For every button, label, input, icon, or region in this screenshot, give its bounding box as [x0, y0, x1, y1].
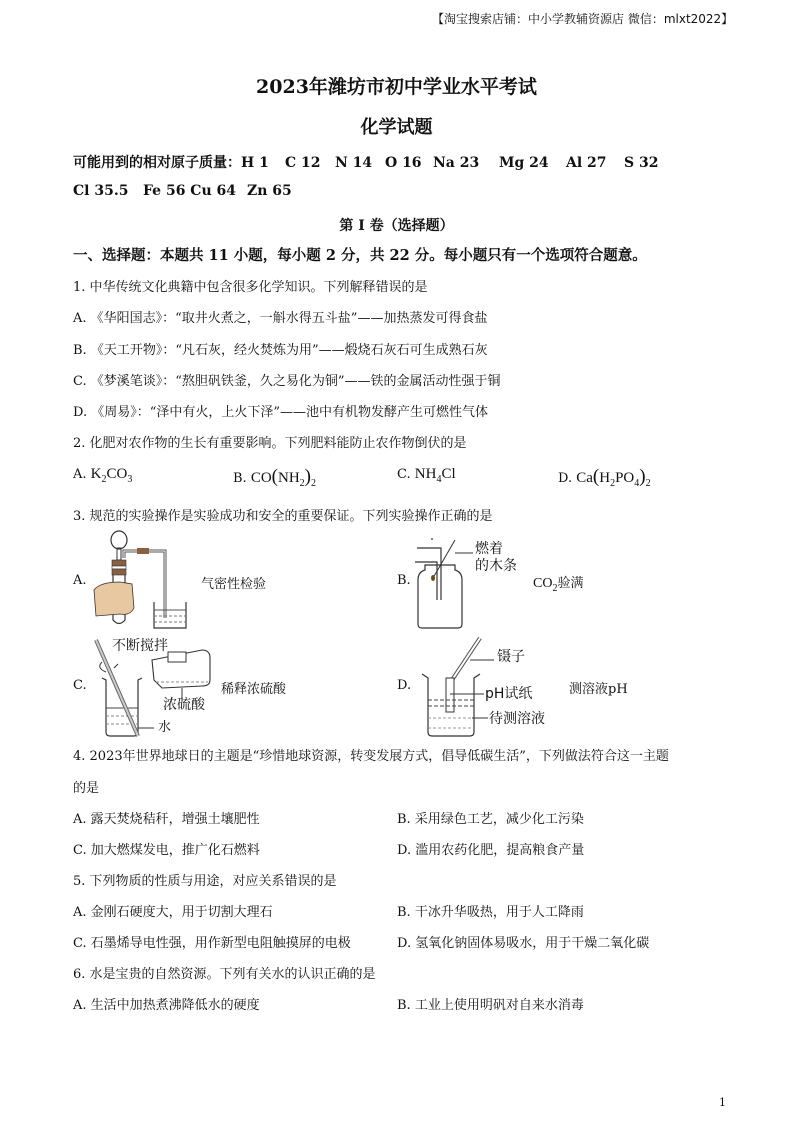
mass-s: S 32 — [624, 155, 659, 171]
atomic-masses-label: 可能用到的相对原子质量： — [73, 155, 241, 171]
mass-mg: Mg 24 — [499, 155, 549, 171]
question-2-option-d — [558, 466, 651, 489]
question-3-option-d-letter: D. — [397, 678, 412, 693]
atomic-masses-line-2 — [73, 183, 292, 199]
question-3-option-d-caption: 测溶液pH — [569, 682, 628, 697]
question-5-option-a: A. 金刚石硬度大，用于切割大理石 — [73, 905, 273, 920]
page-number: 1 — [719, 1096, 726, 1109]
question-1-stem: 1. 中华传统文化典籍中包含很多化学知识。下列解释错误的是 — [73, 280, 428, 295]
atomic-masses-line-1 — [73, 152, 658, 172]
option-letter: A. — [73, 467, 87, 482]
question-3-option-b-caption: $CO_2$验满 — [533, 576, 584, 594]
question-3-option-a-caption: 气密性检验 — [201, 577, 267, 592]
option-letter: B. — [233, 471, 247, 486]
question-6-option-a: A. 生活中加热煮沸降低水的硬度 — [73, 998, 260, 1013]
question-3-option-b-letter: B. — [397, 573, 411, 588]
mass-na: Na 23 — [433, 155, 480, 171]
question-2-stem: 2. 化肥对农作物的生长有重要影响。下列肥料能防止农作物倒伏的是 — [73, 436, 467, 451]
mass-fe-cu: Fe 56 Cu 64 — [143, 183, 236, 199]
ph-paper-label: pH试纸 — [485, 686, 533, 702]
option-letter: D. — [558, 471, 573, 486]
question-2-option-b — [233, 466, 316, 489]
label-wooden-stick: 的木条 — [475, 558, 517, 574]
section-title: 一、选择题：本题共 11 小题，每小题 2 分，共 22 分。每小题只有一个选项符合题意。 — [73, 247, 647, 264]
question-6-option-b: B. 工业上使用明矾对自来水消毒 — [397, 998, 584, 1013]
mass-zn: Zn 65 — [247, 183, 292, 199]
water-label: 水 — [158, 720, 172, 735]
mass-h: H 1 — [241, 155, 269, 171]
mass-al: Al 27 — [566, 155, 607, 171]
question-4-option-a: A. 露天焚烧秸秆，增强土壤肥性 — [73, 812, 260, 827]
question-4-option-d: D. 滥用农药化肥，提高粮食产量 — [397, 843, 585, 858]
mass-cl: Cl 35.5 — [73, 183, 129, 199]
question-2-option-a — [73, 466, 132, 485]
question-5-stem: 5. 下列物质的性质与用途，对应关系错误的是 — [73, 874, 337, 889]
formula-k2co3: $K_2CO_3$ — [90, 466, 133, 485]
question-5-option-d: D. 氢氧化钠固体易吸水，用于干燥二氧化碳 — [397, 936, 650, 951]
option-letter: C. — [397, 467, 411, 482]
question-4-option-b: B. 采用绿色工艺，减少化工污染 — [397, 812, 584, 827]
mass-n: N 14 — [335, 155, 373, 171]
question-5-option-b: B. 干冰升华吸热，用于人工降雨 — [397, 905, 584, 920]
question-5-option-c: C. 石墨烯导电性强，用作新型电阻触摸屏的电极 — [73, 936, 351, 951]
question-4-stem-line-1: 4. 2023年世界地球日的主题是“珍惜地球资源，转变发展方式，倡导低碳生活”，下列做法符合这一主题 — [73, 749, 669, 764]
question-3-option-c-letter: C. — [73, 678, 87, 693]
question-4-option-c: C. 加大燃煤发电，推广化石燃料 — [73, 843, 260, 858]
header-watermark: 【淘宝搜索店铺：中小学教辅资源店 微信：mlxt2022】 — [432, 12, 734, 26]
question-4-stem-line-2: 的是 — [73, 781, 100, 796]
test-solution-label: 待测溶液 — [489, 711, 545, 727]
conc-acid-label: 浓硫酸 — [163, 697, 205, 713]
question-3-option-c-caption: 稀释浓硫酸 — [221, 682, 287, 697]
formula-nh4cl: $NH_4Cl$ — [414, 466, 456, 485]
question-2-option-c — [397, 466, 456, 485]
question-1-option-c: C. 《梦溪笔谈》：“熬胆矾铁釜，久之易化为铜”——铁的金属活动性强于铜 — [73, 374, 501, 389]
formula-ca-h2po4-2: $Ca(H_2PO_4)_2$ — [576, 466, 651, 489]
burning-stick-label — [475, 541, 517, 575]
question-1-option-a: A. 《华阳国志》：“取井火煮之，一斛水得五斗盐”——加热蒸发可得食盐 — [73, 311, 488, 326]
exam-title: 2023年潍坊市初中学业水平考试 — [256, 76, 537, 98]
question-1-option-d: D. 《周易》：“泽中有火，上火下泽”——池中有机物发酵产生可燃性气体 — [73, 405, 489, 420]
question-3-stem: 3. 规范的实验操作是实验成功和安全的重要保证。下列实验操作正确的是 — [73, 509, 493, 524]
stir-label: 不断搅拌 — [112, 638, 168, 654]
label-burning: 燃着 — [475, 541, 503, 557]
burning-stick-leader-line — [455, 551, 475, 555]
question-1-option-b: B. 《天工开物》：“凡石灰，经火焚炼为用”——煅烧石灰石可生成熟石灰 — [73, 343, 488, 358]
tweezers-label: 镊子 — [497, 649, 525, 665]
question-3-option-a-letter: A. — [73, 573, 87, 588]
mass-c: C 12 — [285, 155, 321, 171]
mass-o: O 16 — [385, 155, 422, 171]
airtightness-test-figure — [90, 528, 200, 630]
question-6-stem: 6. 水是宝贵的自然资源。下列有关水的认识正确的是 — [73, 967, 376, 982]
exam-subtitle: 化学试题 — [360, 117, 433, 138]
volume-title: 第 I 卷（选择题） — [339, 218, 454, 234]
formula-urea: $CO(NH_2)_2$ — [250, 466, 316, 489]
